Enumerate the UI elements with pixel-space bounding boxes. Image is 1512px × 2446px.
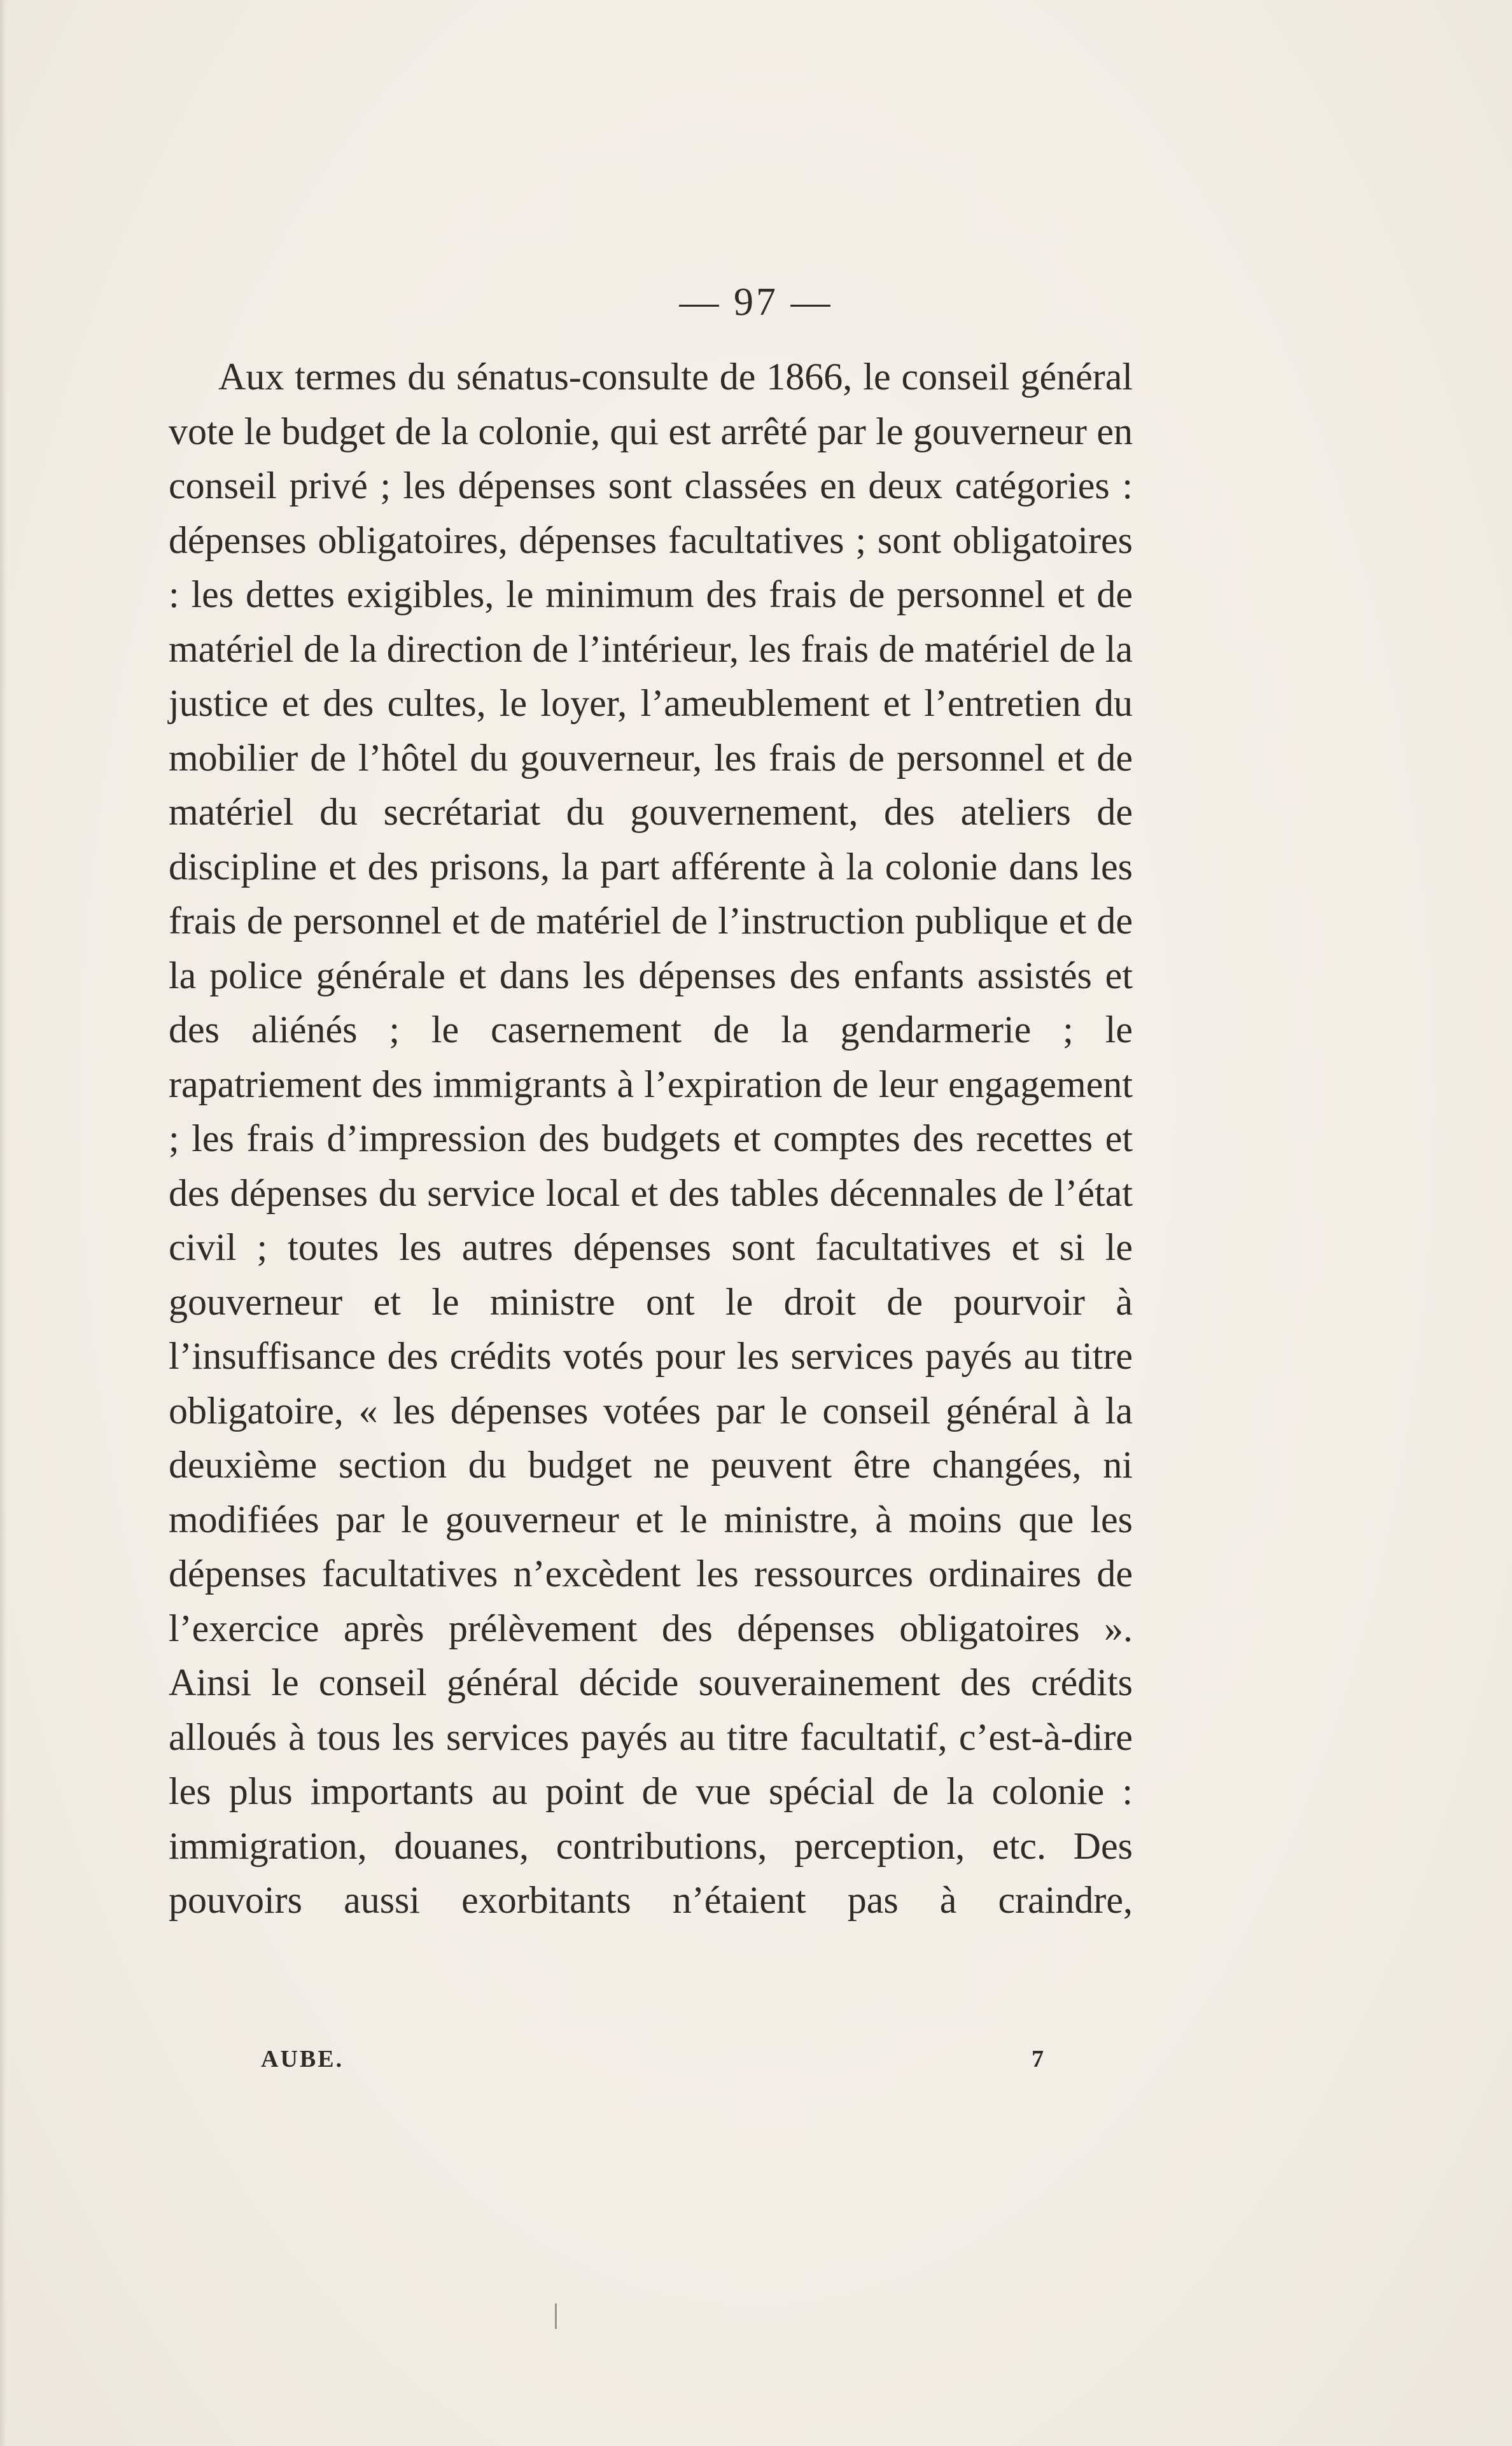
page-number: — 97 — <box>679 281 833 324</box>
page-edge-shadow <box>0 0 6 2446</box>
paper-mark <box>555 2303 557 2329</box>
footer-signature: AUBE. <box>261 2046 344 2072</box>
footer-sheet-number: 7 <box>1032 2046 1044 2072</box>
body-text <box>169 350 1133 1982</box>
paragraph: Aux termes du sénatus-consulte de 1866, le conseil général vote le budget de la colonie, qui est arrêté par le gouverneur en conseil privé ; les dépenses sont classées en deux catégories : dépenses obligatoires, dépenses facultatives ; sont obligatoires : les dettes exigibles, le minimum des frais de personnel et de matériel de la direction de l’intérieur, les frais de matériel de la justice et des cultes, le loyer, l’ameublement et l’entretien du mobilier de l’hôtel du gouverneur, les frais de personnel et de matériel du secrétariat du gouvernement, des ateliers de discipline et des prisons, la part afférente à la colonie dans les frais de personnel et de matériel de l’instruction publique et de la police générale et dans les dépenses des enfants assistés et des aliénés ; le casernement de la gendarmerie ; le rapatriement des immigrants à l’expiration de leur engagement ; les frais d’impression des budgets et comptes des recettes et des dépenses du service local et des tables décennales de l’état civil ; toutes les autres dépenses sont facultatives et si le gouverneur et le ministre ont le droit de pourvoir à l’insuffisance des crédits votés pour les services payés au titre obligatoire, « les dépenses votées par le conseil général à la deuxième section du budget ne peuvent être changées, ni modifiées par le gouverneur et le ministre, à moins que les dépenses facultatives n’excèdent les ressources ordinaires de l’exercice après prélèvement des dépenses obligatoires ». Ainsi le conseil général décide souverainement des crédits alloués à tous les services payés au titre facultatif, c’est-à-dire les plus importants au point de vue spécial de la colonie : immigration, douanes, contributions, perception, etc. Des pouvoirs aussi exorbitants n’étaient pas à craindre, <box>169 356 1133 1921</box>
